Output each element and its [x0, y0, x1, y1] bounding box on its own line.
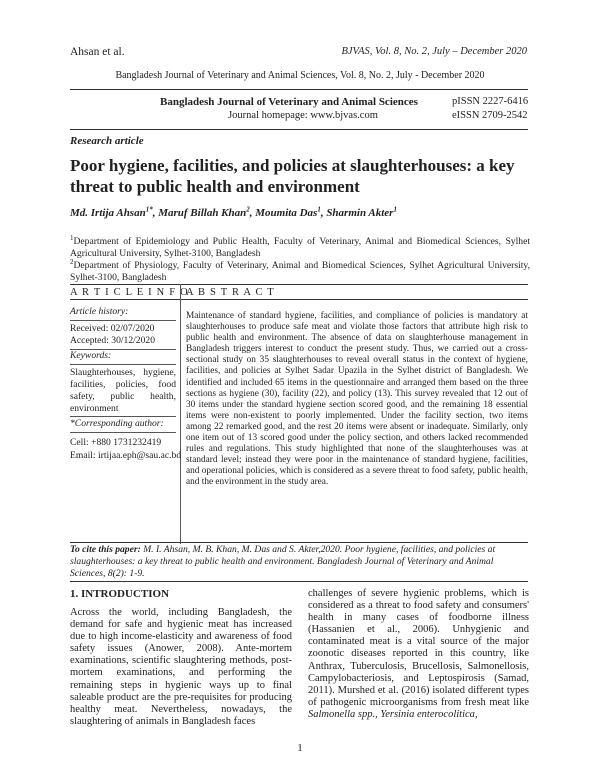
introduction-heading: 1. INTRODUCTION — [70, 588, 170, 600]
affiliation-sup: 1 — [70, 233, 74, 242]
author-sup: 1 — [145, 205, 150, 214]
sidebar-divider — [70, 320, 176, 321]
sidebar-divider — [70, 416, 176, 417]
journal-line: Bangladesh Journal of Veterinary and Animal Sciences, Vol. 8, No. 2, July - December 2020 — [115, 70, 485, 81]
received-date: Received: 02/07/2020 — [70, 323, 155, 334]
corresponding-email[interactable]: Email: irtijaa.eph@sau.ac.bd — [70, 450, 182, 461]
pissn: pISSN 2227-6416 — [452, 96, 529, 107]
article-info-heading: A R T I C L E I N F O — [70, 287, 189, 298]
introduction-column-2 — [308, 588, 529, 721]
masthead-title: Bangladesh Journal of Veterinary and Animal Sciences — [160, 96, 418, 108]
page-number: 1 — [297, 742, 303, 754]
article-type: Research article — [70, 135, 144, 147]
pathogen-names: Salmonella spp., Yersinia enterocolitica — [308, 708, 475, 720]
citation — [70, 544, 528, 580]
corresponding-label: *Corresponding author: — [70, 418, 164, 429]
accepted-date: Accepted: 30/12/2020 — [70, 335, 155, 346]
author-separator: , — [320, 207, 327, 219]
introduction-text-end: , — [474, 708, 478, 720]
author-name: Sharmin Akter — [326, 207, 394, 219]
abstract-text: Maintenance of standard hygiene, facilities, and compliance of policies is mandatory at slaughterhouses to produce safe meat and violate those factors that attribute high risk to public health and environment. The absence of data on slaughterhouse management in Bangladesh triggers interest to conduct the present study. Thus, we carried out a cross-sectional study on 35 slaughterhouses to reveal overall status in the context of hygiene, facilities, and policies at Sylhet Sadar Upazila in the Sylhet district of Bangladesh. We identified and included 65 items in the questionnaire and arranged them based on the three sections as hygiene (30), facility (22), and policy (13). This survey revealed that 12 out of 30 items under the standard hygiene section scored good, and the remaining 18 essential items were non-existent to poorly implemented. Under the facility section, two items among 22 remarked good, and the rest 20 items were absent or inadequate. Similarly, only one item out of 13 scored good under the policy section, and others lacked recommended rules and regulations. This study highlighted that none of the slaughterhouses was at standard level; instead they were poor in the maintenance of standard hygiene, facilities, and operational policies, which is considered as a severe threat to food safety, public health, and the environment in the study area. — [186, 311, 528, 488]
keywords-text: Slaughterhouses, hygiene, facilities, policies, food safety, public health, environment — [70, 367, 176, 414]
author-name: Maruf Billah Khan — [158, 207, 247, 219]
author-list — [70, 207, 530, 219]
running-header-left: Ahsan et al. — [70, 46, 125, 58]
corresponding-cell: Cell: +880 1731232419 — [70, 437, 162, 448]
affiliation — [70, 257, 530, 284]
abstract-heading: A B S T R A C T — [186, 287, 275, 298]
info-heading-rule — [70, 299, 528, 300]
citation-label: To cite this paper: — [70, 544, 141, 555]
author-name: Moumita Das — [255, 207, 318, 219]
keywords-label: Keywords: — [70, 350, 112, 361]
author-separator: , — [249, 207, 256, 219]
author-sup: 2 — [246, 205, 250, 214]
masthead-bottom-rule — [70, 129, 528, 130]
citation-top-rule — [70, 542, 528, 543]
author-sup: 1 — [317, 205, 321, 214]
info-top-rule — [70, 284, 528, 285]
sidebar-divider — [70, 364, 176, 365]
author-name: Md. Irtija Ahsan — [70, 207, 146, 219]
introduction-column-1: Across the world, including Bangladesh, the demand for safe and hygienic meat has increased due to high income-elasticity and awareness of food safety issues (Anower, 2008). Ante-mortem examinations, scientific slaughtering methods, post-mortem examinations, and performing the remaining steps in hygienic ways up to final saleable product are the pre-requisites for producing healthy meat. Nevertheless, nowadays, the slaughtering of animals in Bangladesh faces — [70, 607, 292, 727]
affiliation-text: Department of Epidemiology and Public Health, Faculty of Veterinary, Animal and Biomedical Sciences, Sylhet Agricultural University, Sylhet-3100, Bangladesh — [70, 236, 530, 259]
citation-text: M. I. Ahsan, M. B. Khan, M. Das and S. Akter,2020. Poor hygiene, facilities, and policies at slaughterhouses: a key threat to public health and environment. Bangladesh Journal of Veterinary and Animal Sciences, 8(2): 1-9. — [70, 544, 496, 579]
article-title: Poor hygiene, facilities, and policies at slaughterhouses: a key threat to public health and environment — [70, 156, 515, 196]
column-divider — [180, 284, 181, 544]
eissn: eISSN 2709-2542 — [452, 110, 528, 121]
history-label: Article history: — [70, 306, 129, 317]
citation-bottom-rule — [70, 581, 528, 582]
running-header-right: BJVAS, Vol. 8, No. 2, July – December 2020 — [341, 46, 527, 57]
introduction-text: challenges of severe hygienic problems, which is considered as a threat to food safety and consumers' health in many cases of foodborne illness (Hassanien et al., 2006). Unhygienic and contaminated meat is a vital source of the major zoonotic diseases reported in this country, like Anthrax, Tuberculosis, Brucellosis, Salmonellosis, Campylobacteriosis, and Leptospirosis (Samad, 2011). Murshed et al. (2016) isolated different types of pathogenic microorganisms from fresh meat like — [308, 588, 529, 708]
affiliation — [70, 233, 530, 260]
affiliation-text: Department of Physiology, Faculty of Veterinary, Animal and Biomedical Sciences, Sylhet Agricultural University, Sylhet-3100, Bangladesh — [70, 260, 530, 283]
affiliation-sup: 2 — [70, 257, 74, 266]
masthead-top-rule — [70, 89, 528, 90]
sidebar-divider — [70, 432, 176, 433]
corresponding-star: * — [149, 205, 153, 214]
author-separator: , — [152, 207, 159, 219]
author-sup: 1 — [393, 205, 397, 214]
masthead-homepage: Journal homepage: www.bjvas.com — [228, 110, 378, 121]
